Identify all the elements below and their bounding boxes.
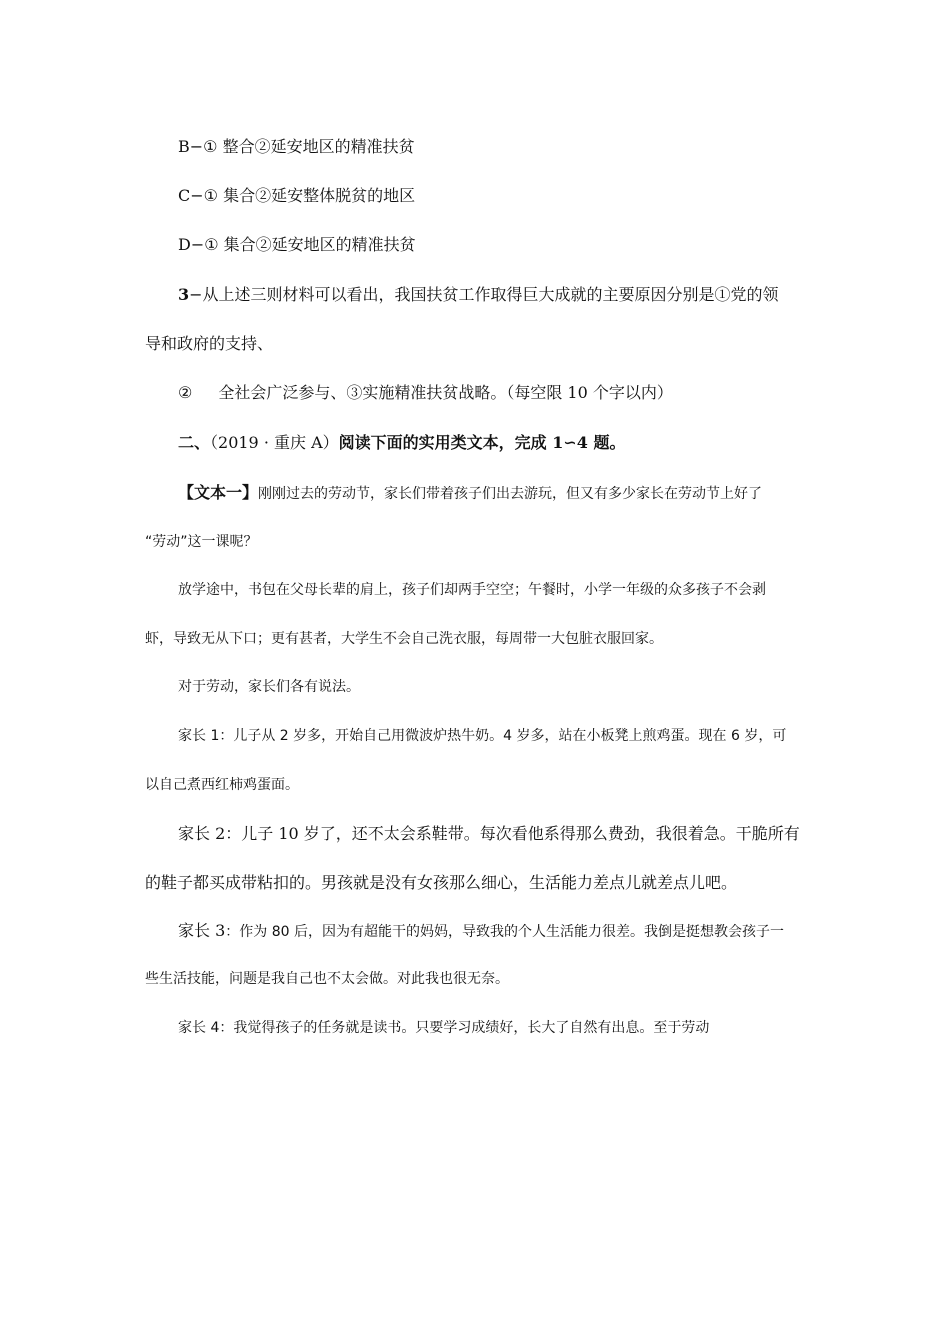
views-paragraph: 对于劳动，家长们各有说法。 xyxy=(178,679,360,695)
section-source: （2019 · 重庆 A） xyxy=(210,433,339,452)
school-paragraph-line-2: 虾，导致无从下口；更有甚者，大学生不会自己洗衣服，每周带一大包脏衣服回家。 xyxy=(145,631,663,647)
answer-marker: ② xyxy=(178,383,193,402)
option-c: C−① 集合②延安整体脱贫的地区 xyxy=(178,186,416,205)
text-one-content: 刚刚过去的劳动节，家长们带着孩子们出去游玩，但又有多少家长在劳动节上好了 xyxy=(258,486,763,502)
question-3-line-2: 导和政府的支持、 xyxy=(145,334,274,353)
text-one-label: 【文本一】 xyxy=(178,483,259,502)
answer-text: 全社会广泛参与、③实施精准扶贫战略。（每空限 10 个字以内） xyxy=(218,383,673,402)
option-b: B−① 整合②延安地区的精准扶贫 xyxy=(178,137,415,156)
section-number: 二、 xyxy=(178,433,211,452)
parent-3-line-2: 些生活技能，问题是我自己也不太会做。对此我也很无奈。 xyxy=(145,971,509,987)
parent-1-line-1: 家长 1：儿子从 2 岁多，开始自己用微波炉热牛奶。4 岁多，站在小板凳上煎鸡蛋。现在 6 岁，可 xyxy=(178,728,787,744)
section-heading xyxy=(178,435,625,451)
text-one-line-1 xyxy=(178,485,762,501)
parent-3-content: ：作为 80 后，因为有超能干的妈妈，导致我的个人生活能力很差。我倒是挺想教会孩子一 xyxy=(225,924,784,940)
option-d: D−① 集合②延安地区的精准扶贫 xyxy=(178,235,416,254)
text-one-line-2: “劳动”这一课呢？ xyxy=(145,534,258,550)
question-3-line-3 xyxy=(178,385,673,401)
parent-3-line-1 xyxy=(178,923,784,939)
parent-2-line-1: 家长 2：儿子 10 岁了，还不太会系鞋带。每次看他系得那么费劲，我很着急。干脆所有 xyxy=(178,824,800,843)
parent-2-line-2: 的鞋子都买成带粘扣的。男孩就是没有女孩那么细心，生活能力差点儿就差点儿吧。 xyxy=(145,873,738,892)
parent-4-line-1: 家长 4：我觉得孩子的任务就是读书。只要学习成绩好，长大了自然有出息。至于劳动 xyxy=(178,1020,710,1036)
section-instruction: 阅读下面的实用类文本，完成 1∽4 题。 xyxy=(338,433,626,452)
school-paragraph-line-1: 放学途中，书包在父母长辈的肩上，孩子们却两手空空；午餐时，小学一年级的众多孩子不会剥 xyxy=(178,582,766,598)
parent-3-label: 家长 3 xyxy=(178,921,226,940)
question-3-number: 3 xyxy=(178,285,190,304)
question-3-text: −从上述三则材料可以看出，我国扶贫工作取得巨大成就的主要原因分别是①党的领 xyxy=(189,285,779,304)
question-3-line-1 xyxy=(178,287,779,303)
parent-1-line-2: 以自己煮西红柿鸡蛋面。 xyxy=(145,777,299,793)
